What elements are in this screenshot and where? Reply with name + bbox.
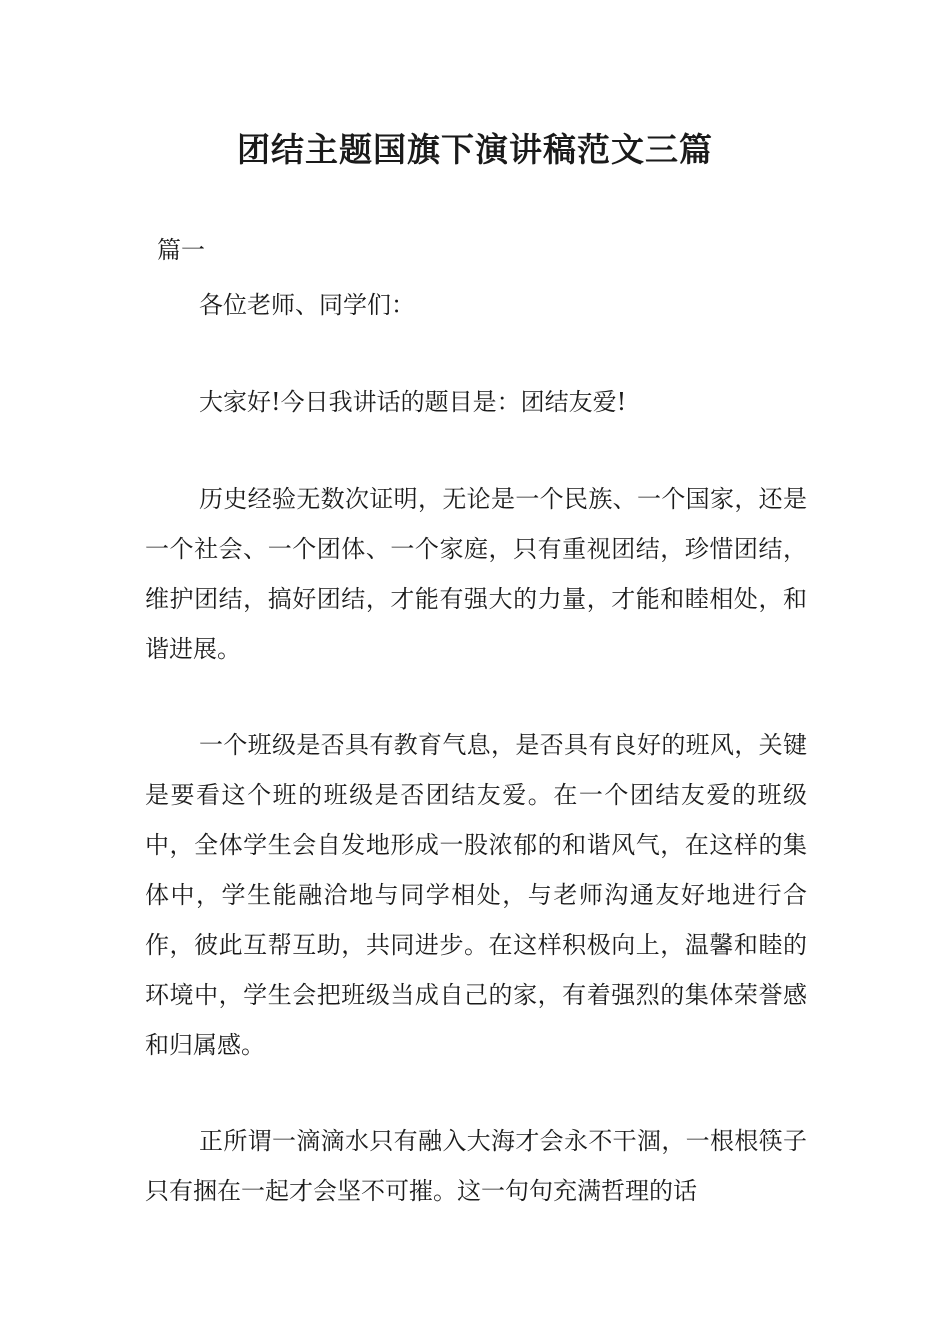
greeting: 大家好!今日我讲话的题目是：团结友爱! — [199, 388, 627, 416]
paragraph: 正所谓一滴滴水只有融入大海才会永不干涸，一根根筷子只有捆在一起才会坚不可摧。这一句句充满哲理的话 — [145, 1127, 807, 1205]
section-label: 篇一 — [157, 236, 205, 264]
paragraph: 一个班级是否具有教育气息，是否具有良好的班风，关键是要看这个班的班级是否团结友爱。在一个团结友爱的班级中，全体学生会自发地形成一股浓郁的和谐风气，在这样的集体中，学生能融洽地与同学相处，与老师沟通友好地进行合作，彼此互帮互助，共同进步。在这样积极向上，温馨和睦的环境中，学生会把班级当成自己的家，有着强烈的集体荣誉感和归属感。 — [145, 731, 807, 1059]
document-title: 团结主题国旗下演讲稿范文三篇 — [237, 130, 713, 169]
paragraph: 历史经验无数次证明，无论是一个民族、一个国家，还是一个社会、一个团体、一个家庭，只有重视团结，珍惜团结，维护团结，搞好团结，才能有强大的力量，才能和睦相处，和谐进展。 — [145, 485, 807, 663]
salutation: 各位老师、同学们： — [199, 291, 415, 319]
